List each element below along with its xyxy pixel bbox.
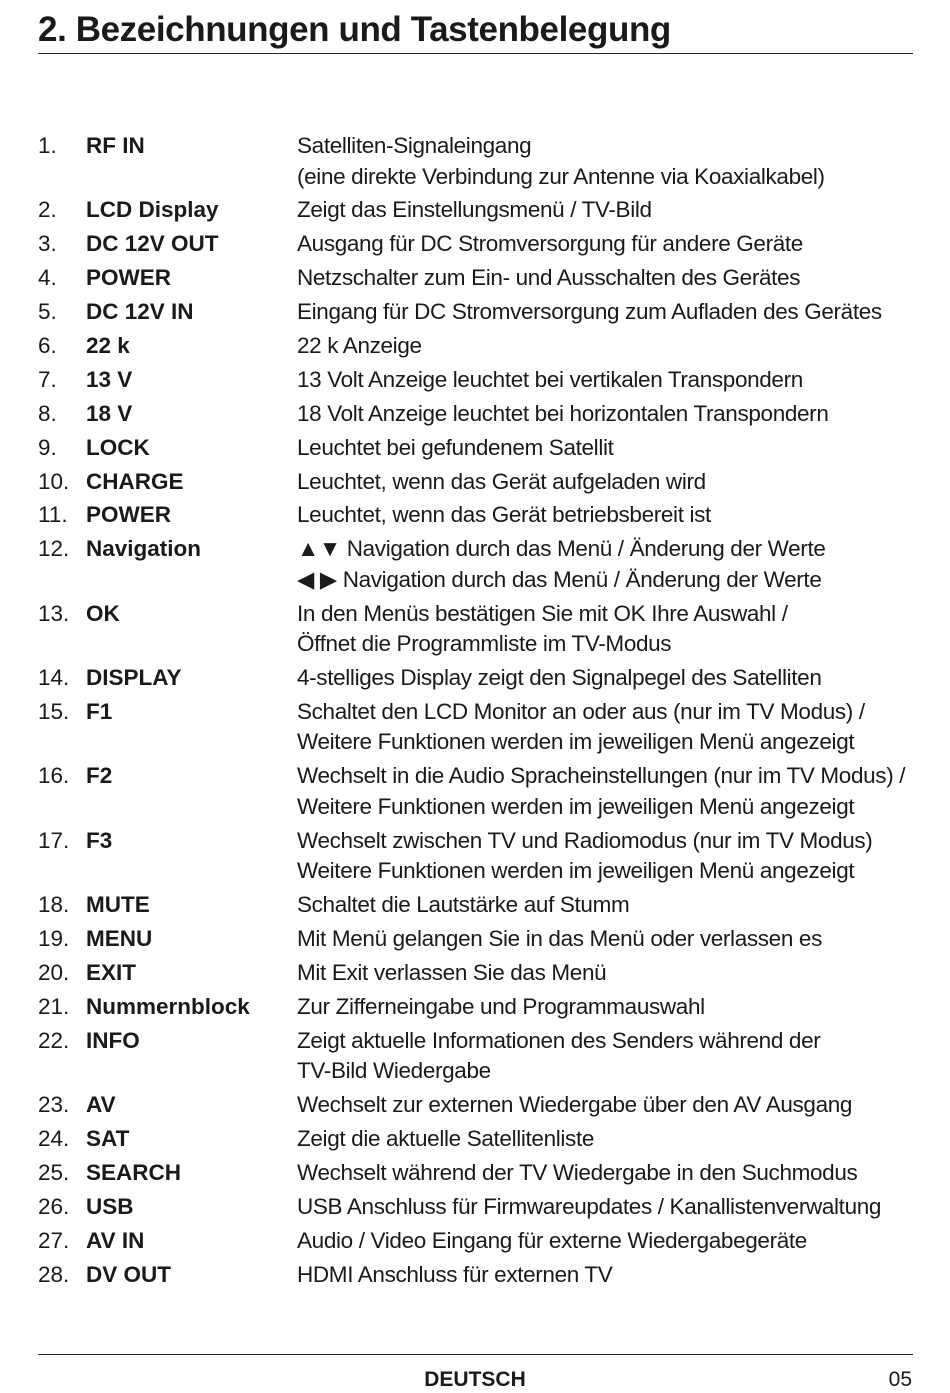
description-line: (eine direkte Verbindung zur Antenne via Koaxialkabel): [297, 163, 825, 189]
item-description: [297, 1090, 913, 1121]
item-label: F2: [86, 763, 113, 789]
list-item: [38, 890, 913, 921]
footer-language: DEUTSCH: [424, 1368, 526, 1391]
description-line: Audio / Video Eingang für externe Wiedergabegeräte: [297, 1227, 807, 1253]
item-description: [297, 826, 913, 887]
item-number: 24.: [38, 1125, 70, 1151]
description-line: Wechselt zwischen TV und Radiomodus (nur im TV Modus): [297, 827, 873, 853]
designation-list: [38, 131, 913, 1293]
description-line: Öffnet die Programmliste im TV-Modus: [297, 631, 672, 657]
list-item: [38, 534, 913, 595]
list-item: [38, 331, 913, 362]
item-label: AV: [86, 1092, 116, 1118]
item-label: POWER: [86, 502, 172, 528]
item-number: 7.: [38, 366, 57, 392]
description-line: USB Anschluss für Firmwareupdates / Kanallistenverwaltung: [297, 1193, 882, 1219]
description-line: Leuchtet, wenn das Gerät aufgeladen wird: [297, 468, 706, 494]
item-description: [297, 697, 913, 758]
description-line: Schaltet den LCD Monitor an oder aus (nur im TV Modus) /: [297, 698, 865, 724]
item-number: 14.: [38, 665, 70, 691]
item-label: 18 V: [86, 400, 133, 426]
item-number: 28.: [38, 1261, 70, 1287]
item-number: 27.: [38, 1227, 70, 1253]
item-number: 5.: [38, 299, 57, 325]
item-label: DV OUT: [86, 1261, 172, 1287]
item-number: 15.: [38, 698, 70, 724]
item-label: DISPLAY: [86, 665, 182, 691]
list-item: [38, 992, 913, 1023]
item-label: F1: [86, 698, 113, 724]
item-description: [297, 263, 913, 294]
list-item: [38, 467, 913, 498]
item-description: [297, 599, 913, 660]
description-line: ▲▼ Navigation durch das Menü / Änderung der Werte: [297, 536, 826, 562]
item-number: 21.: [38, 993, 70, 1019]
list-item: [38, 263, 913, 294]
item-label: LOCK: [86, 434, 150, 460]
item-description: [297, 1124, 913, 1155]
item-description: [297, 365, 913, 396]
item-number: 13.: [38, 600, 70, 626]
description-line: Mit Exit verlassen Sie das Menü: [297, 959, 607, 985]
item-label: 22 k: [86, 332, 130, 358]
item-number: 20.: [38, 959, 70, 985]
list-item: [38, 365, 913, 396]
description-line: ◀ ▶ Navigation durch das Menü / Änderung der Werte: [297, 566, 822, 592]
item-description: [297, 467, 913, 498]
list-item: [38, 433, 913, 464]
list-item: [38, 761, 913, 822]
item-label: AV IN: [86, 1227, 145, 1253]
item-description: [297, 761, 913, 822]
item-label: LCD Display: [86, 197, 219, 223]
item-description: [297, 399, 913, 430]
description-line: In den Menüs bestätigen Sie mit OK Ihre Auswahl /: [297, 600, 788, 626]
item-number: 11.: [38, 502, 68, 528]
description-line: Wechselt in die Audio Spracheinstellungen (nur im TV Modus) /: [297, 763, 906, 789]
list-item: [38, 1026, 913, 1087]
item-number: 19.: [38, 926, 70, 952]
item-label: CHARGE: [86, 468, 184, 494]
item-description: [297, 131, 913, 192]
item-label: Nummernblock: [86, 993, 250, 1019]
list-item: [38, 663, 913, 694]
item-number: 25.: [38, 1159, 70, 1185]
list-item: [38, 131, 913, 192]
item-description: [297, 992, 913, 1023]
list-item: [38, 500, 913, 531]
list-item: [38, 195, 913, 226]
list-item: [38, 1124, 913, 1155]
item-label: 13 V: [86, 366, 133, 392]
item-number: 1.: [38, 133, 57, 158]
item-description: [297, 433, 913, 464]
description-line: Zeigt die aktuelle Satellitenliste: [297, 1125, 595, 1151]
item-description: [297, 1026, 913, 1087]
item-number: 4.: [38, 265, 57, 291]
list-item: [38, 297, 913, 328]
item-number: 8.: [38, 400, 57, 426]
description-line: 4-stelliges Display zeigt den Signalpegel des Satelliten: [297, 665, 822, 691]
item-label: MENU: [86, 926, 153, 952]
item-number: 10.: [38, 468, 70, 494]
description-line: 18 Volt Anzeige leuchtet bei horizontalen Transpondern: [297, 400, 829, 426]
item-number: 18.: [38, 892, 70, 918]
item-label: Navigation: [86, 536, 202, 562]
description-line: Netzschalter zum Ein- und Ausschalten des Gerätes: [297, 265, 801, 291]
item-label: MUTE: [86, 892, 150, 918]
item-description: [297, 534, 913, 595]
list-item: [38, 1226, 913, 1257]
item-description: [297, 297, 913, 328]
item-label: DC 12V IN: [86, 299, 194, 325]
item-description: [297, 195, 913, 226]
list-item: [38, 1158, 913, 1189]
item-label: OK: [86, 600, 120, 626]
description-line: Mit Menü gelangen Sie in das Menü oder verlassen es: [297, 926, 822, 952]
page-number: 05: [888, 1368, 912, 1391]
item-label: RF IN: [86, 133, 145, 158]
item-description: [297, 331, 913, 362]
list-item: [38, 1192, 913, 1223]
description-line: 22 k Anzeige: [297, 332, 422, 358]
item-label: DC 12V OUT: [86, 231, 219, 257]
list-item: [38, 826, 913, 887]
list-item: [38, 599, 913, 660]
description-line: HDMI Anschluss für externen TV: [297, 1261, 613, 1287]
description-line: Satelliten-Signaleingang: [297, 133, 532, 158]
description-line: Zur Zifferneingabe und Programmauswahl: [297, 993, 705, 1019]
description-line: Weitere Funktionen werden im jeweiligen Menü angezeigt: [297, 793, 855, 819]
item-number: 12.: [38, 536, 70, 562]
description-line: Leuchtet bei gefundenem Satellit: [297, 434, 614, 460]
item-description: [297, 229, 913, 260]
item-description: [297, 924, 913, 955]
item-number: 6.: [38, 332, 57, 358]
list-item: [38, 229, 913, 260]
item-label: SEARCH: [86, 1159, 182, 1185]
item-number: 3.: [38, 231, 57, 257]
description-line: Schaltet die Lautstärke auf Stumm: [297, 892, 630, 918]
item-description: [297, 890, 913, 921]
item-label: F3: [86, 827, 113, 853]
list-item: [38, 1090, 913, 1121]
description-line: Zeigt das Einstellungsmenü / TV-Bild: [297, 197, 652, 223]
description-line: Weitere Funktionen werden im jeweiligen Menü angezeigt: [297, 858, 855, 884]
item-number: 9.: [38, 434, 57, 460]
description-line: Ausgang für DC Stromversorgung für andere Geräte: [297, 231, 803, 257]
footer-divider: [38, 1354, 913, 1355]
description-line: Wechselt während der TV Wiedergabe in den Suchmodus: [297, 1159, 858, 1185]
item-label: EXIT: [86, 959, 137, 985]
list-item: [38, 924, 913, 955]
description-line: Weitere Funktionen werden im jeweiligen Menü angezeigt: [297, 729, 855, 755]
item-description: [297, 1260, 913, 1291]
item-description: [297, 1158, 913, 1189]
item-label: SAT: [86, 1125, 130, 1151]
list-item: [38, 958, 913, 989]
title-divider: [38, 53, 913, 54]
item-label: INFO: [86, 1027, 140, 1053]
item-number: 17.: [38, 827, 70, 853]
description-line: 13 Volt Anzeige leuchtet bei vertikalen Transpondern: [297, 366, 803, 392]
item-description: [297, 1192, 913, 1223]
item-number: 16.: [38, 763, 70, 789]
list-item: [38, 697, 913, 758]
description-line: TV-Bild Wiedergabe: [297, 1058, 491, 1084]
item-number: 26.: [38, 1193, 70, 1219]
description-line: Eingang für DC Stromversorgung zum Aufladen des Gerätes: [297, 299, 882, 325]
list-item: [38, 399, 913, 430]
item-description: [297, 500, 913, 531]
page-title: 2. Bezeichnungen und Tastenbelegung: [38, 10, 671, 49]
list-item: [38, 1260, 913, 1291]
description-line: Zeigt aktuelle Informationen des Senders während der: [297, 1027, 821, 1053]
item-label: USB: [86, 1193, 134, 1219]
item-number: 23.: [38, 1092, 70, 1118]
item-description: [297, 958, 913, 989]
item-description: [297, 1226, 913, 1257]
item-label: POWER: [86, 265, 172, 291]
description-line: Leuchtet, wenn das Gerät betriebsbereit ist: [297, 502, 711, 528]
item-number: 22.: [38, 1027, 70, 1053]
item-number: 2.: [38, 197, 57, 223]
item-description: [297, 663, 913, 694]
description-line: Wechselt zur externen Wiedergabe über den AV Ausgang: [297, 1092, 853, 1118]
